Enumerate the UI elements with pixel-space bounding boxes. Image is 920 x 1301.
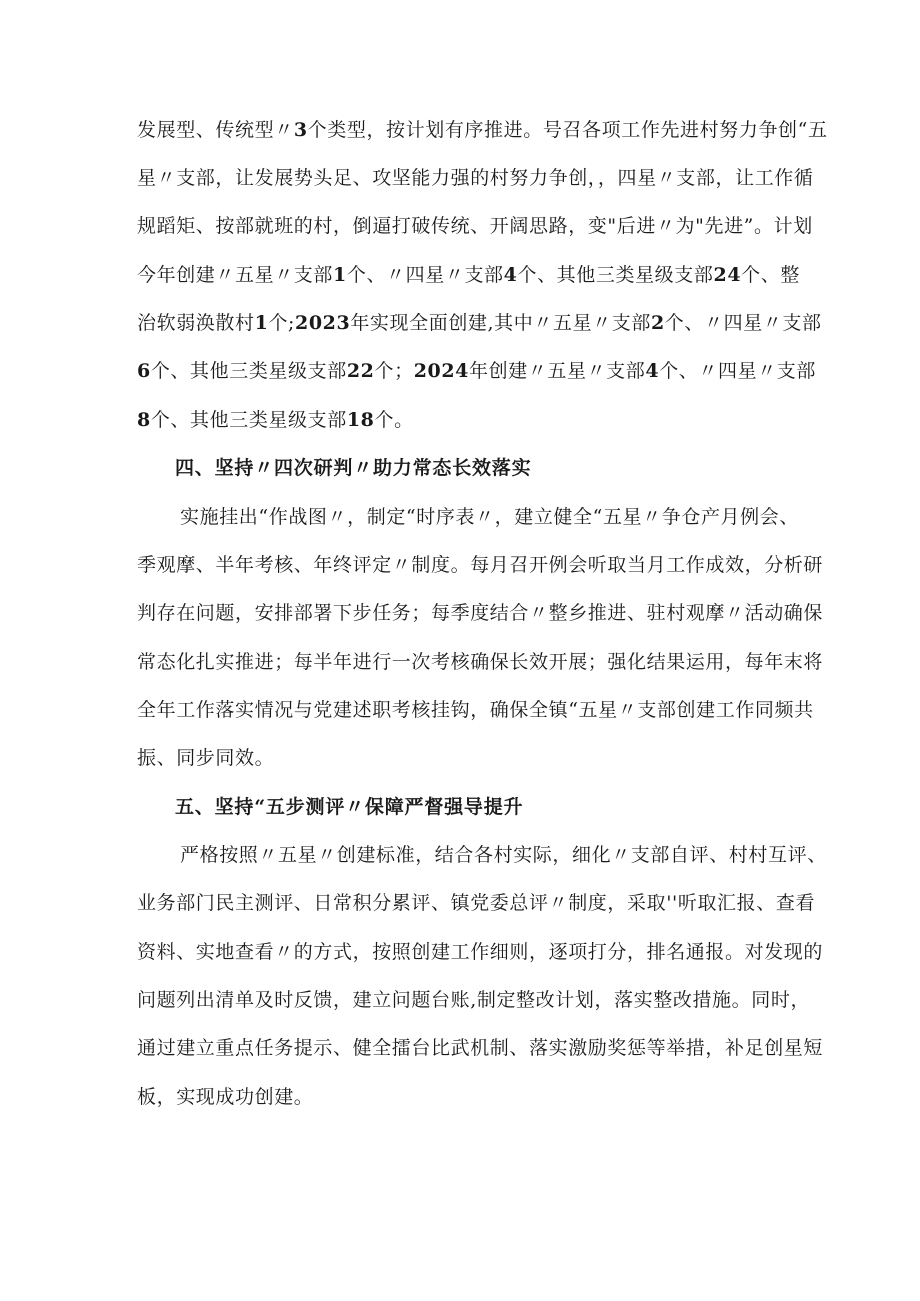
paragraph-line: 板，实现成功创建。 bbox=[137, 1086, 314, 1108]
paragraph-line: 资料、实地查看〃的方式，按照创建工作细则，逐项打分，排名通报。对发现的 bbox=[137, 941, 824, 963]
paragraph-line: 实施挂出“作战图〃，制定“时序表〃，建立健全“五星〃争仓产月例会、 bbox=[180, 506, 799, 528]
paragraph-line: 问题列出清单及时反馈，建立问题台账,制定整改计划，落实整改措施。同时， bbox=[137, 989, 811, 1011]
paragraph-line: 季观摩、半年考核、年终评定〃制度。每月召开例会听取当月工作成效，分析研 bbox=[137, 554, 824, 576]
section-heading: 五、坚持“五步测评〃保障严督强导提升 bbox=[175, 796, 524, 818]
paragraph-line: 判存在问题，安排部署下步任务；每季度结合〃整乡推进、驻村观摩〃活动确保 bbox=[137, 602, 824, 624]
paragraph-line: 8个、其他三类星级支部18个。 bbox=[137, 409, 414, 431]
paragraph-line: 今年创建〃五星〃支部1个、〃四星〃支部4个、其他三类星级支部24个、整 bbox=[137, 264, 800, 286]
paragraph-line: 常态化扎实推进；每半年进行一次考核确保长效开展；强化结果运用，每年末将 bbox=[137, 651, 824, 673]
paragraph-line: 治软弱涣散村1个;2023年实现全面创建,其中〃五星〃支部2个、〃四星〃支部 bbox=[137, 312, 822, 334]
section-heading: 四、坚持〃四次研判〃助力常态长效落实 bbox=[175, 457, 532, 479]
paragraph-line: 严格按照〃五星〃创建标准，结合各村实际，细化〃支部自评、村村互评、 bbox=[180, 844, 827, 866]
paragraph-line: 通过建立重点任务提示、健全擂台比武机制、落实激励奖惩等举措，补足创星短 bbox=[137, 1037, 824, 1059]
paragraph-line: 规蹈矩、按部就班的村，倒逼打破传统、开阔思路，变"后进〃为"先进”。计划 bbox=[137, 215, 813, 237]
paragraph-line: 星〃支部，让发展势头足、攻坚能力强的村努力争创，，四星〃支部，让工作循 bbox=[137, 167, 814, 189]
paragraph-line: 业务部门民主测评、日常积分累评、镇党委总评〃制度，采取''听取汇报、查看 bbox=[137, 892, 816, 914]
paragraph-line: 6个、其他三类星级支部22个；2024年创建〃五星〃支部4个、〃四星〃支部 bbox=[137, 360, 817, 382]
paragraph-line: 发展型、传统型〃3个类型，按计划有序推进。号召各项工作先进村努力争创“五 bbox=[137, 119, 828, 141]
paragraph-line: 全年工作落实情况与党建述职考核挂钩，确保全镇“五星〃支部创建工作同频共 bbox=[137, 699, 814, 721]
paragraph-line: 振、同步同效。 bbox=[137, 747, 275, 769]
